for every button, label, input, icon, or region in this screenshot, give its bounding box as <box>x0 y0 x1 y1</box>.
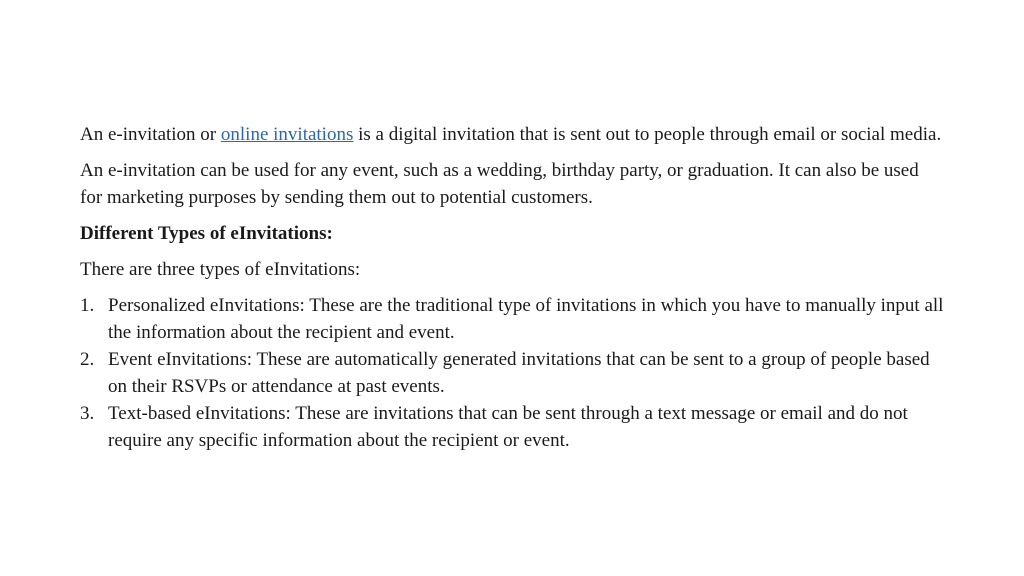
intro-text-before: An e-invitation or <box>80 124 221 145</box>
types-intro-paragraph: There are three types of eInvitations: <box>80 259 361 280</box>
list-item <box>80 400 944 454</box>
section-heading: Different Types of eInvitations: <box>80 223 333 244</box>
list-item-text: Personalized eInvitations: These are the traditional type of invitations in which you have to manually input all the information about the recipient and event. <box>108 295 944 343</box>
list-item-text: Event eInvitations: These are automatically generated invitations that can be sent to a group of people based on their RSVPs or attendance at past events. <box>108 349 930 397</box>
types-list <box>80 292 944 454</box>
list-item-number: 1. <box>80 295 95 316</box>
online-invitations-link[interactable]: online invitations <box>220 124 354 145</box>
intro-text-after: is a digital invitation that is sent out to people through email or social media. <box>353 124 942 145</box>
list-item-text: Text-based eInvitations: These are invitations that can be sent through a text message or email and do not require any specific information about the recipient or event. <box>108 403 908 451</box>
list-item <box>80 292 944 346</box>
list-item-number: 2. <box>80 349 95 370</box>
list-item <box>80 346 944 400</box>
usage-paragraph: An e-invitation can be used for any event, such as a wedding, birthday party, or graduation. It can also be used for marketing purposes by sending them out to potential customers. <box>80 160 919 208</box>
intro-paragraph <box>80 121 944 148</box>
list-item-number: 3. <box>80 403 95 424</box>
